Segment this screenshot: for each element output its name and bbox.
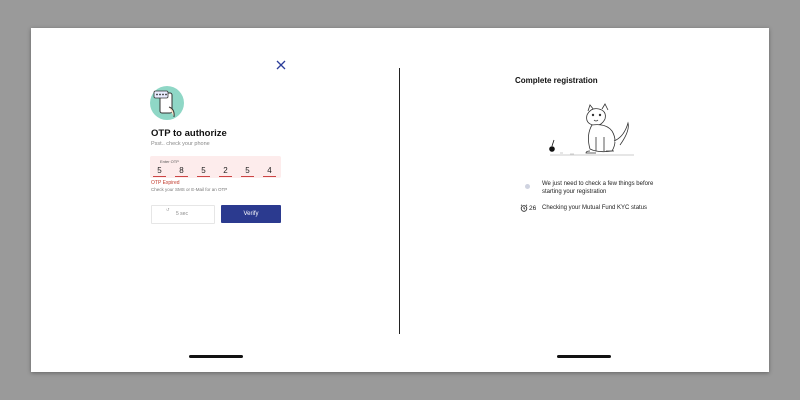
otp-input-group[interactable] xyxy=(150,156,281,178)
close-icon[interactable] xyxy=(275,58,287,70)
panel-divider xyxy=(399,68,400,334)
step-2-timer xyxy=(520,204,536,212)
otp-title: OTP to authorize xyxy=(151,128,227,139)
alarm-clock-icon xyxy=(520,204,528,212)
otp-input-label: Enter OTP xyxy=(160,159,179,164)
otp-digit-6[interactable]: 4 xyxy=(263,165,276,177)
otp-digit-3[interactable]: 5 xyxy=(197,165,210,177)
home-indicator xyxy=(189,355,243,358)
dog-illustration xyxy=(530,101,638,163)
step-1-text: We just need to check a few things before starting your registration xyxy=(542,181,654,195)
otp-error-message: OTP Expired xyxy=(151,180,180,186)
resend-otp-button[interactable] xyxy=(151,205,215,224)
step-2-timer-value: 26 xyxy=(529,204,537,212)
otp-digit-4[interactable]: 2 xyxy=(219,165,232,177)
refresh-icon: ↺ xyxy=(166,207,170,212)
step-pending-dot-icon xyxy=(525,184,530,189)
otp-help-text: Check your SMS or E-Mail for an OTP xyxy=(151,187,228,192)
verify-button[interactable]: Verify xyxy=(221,205,281,223)
screenshot-canvas xyxy=(31,28,769,372)
phone-otp-icon xyxy=(149,85,185,121)
otp-digit-5[interactable]: 5 xyxy=(241,165,254,177)
registration-title: Complete registration xyxy=(515,76,598,85)
step-2-text: Checking your Mutual Fund KYC status xyxy=(542,205,648,211)
otp-digit-2[interactable]: 8 xyxy=(175,165,188,177)
resend-timer: 5 sec xyxy=(176,211,188,217)
otp-subtitle: Psst.. check your phone xyxy=(151,141,210,147)
home-indicator-right xyxy=(557,355,611,358)
otp-digit-1[interactable]: 5 xyxy=(153,165,166,177)
